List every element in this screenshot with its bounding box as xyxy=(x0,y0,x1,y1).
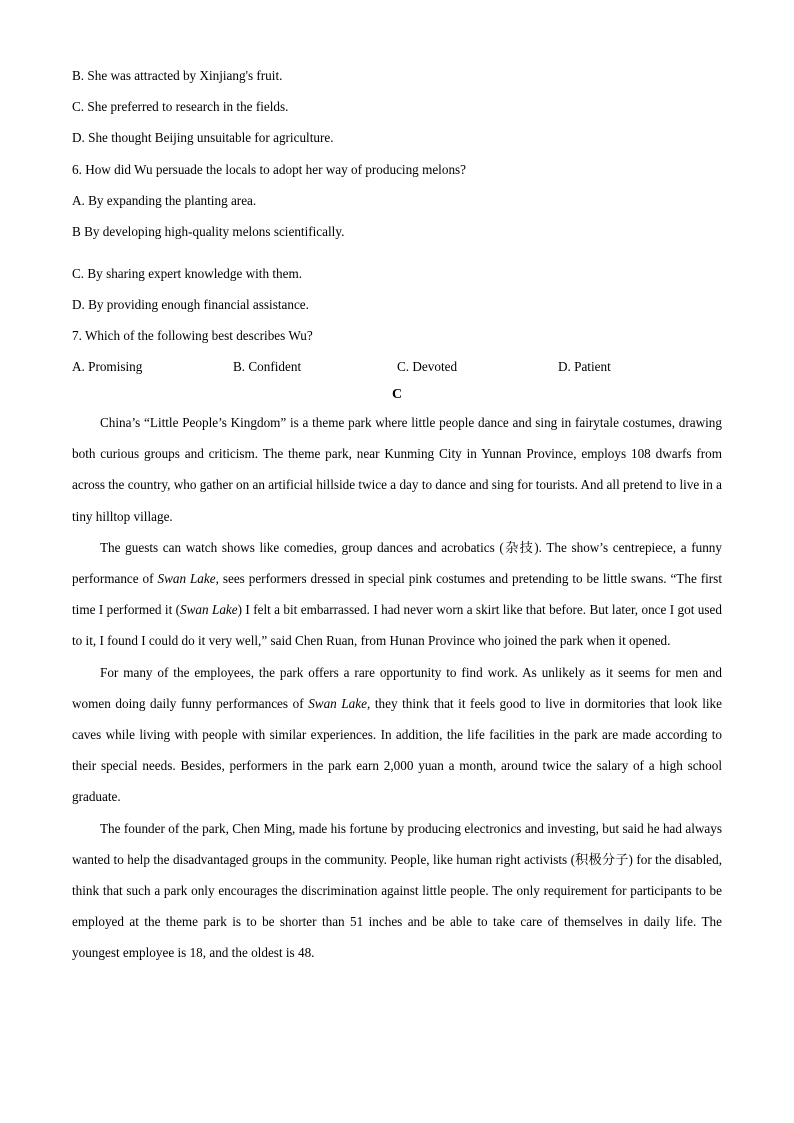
q6-option-d: D. By providing enough financial assistance. xyxy=(72,297,309,312)
q7-option-d: D. Patient xyxy=(558,359,611,374)
q6-question: 6. How did Wu persuade the locals to adopt her way of producing melons? xyxy=(72,162,467,177)
q7-option-a: A. Promising xyxy=(72,359,143,374)
title-swan-lake: Swan Lake xyxy=(180,602,238,618)
q7-option-b: B. Confident xyxy=(233,359,302,374)
passage-paragraph-3: For many of the employees, the park offers a rare opportunity to find work. As unlikely as it seems for men and women doing daily funny performances of Swan Lake, they think that it feels good to live in dormitories that look like caves while living with people with similar experiences. In addition, the life facilities in the park are made according to their special needs. Besides, performers in the park earn 2,000 yuan a month, around twice the salary of a high school graduate. xyxy=(72,664,722,805)
passage-paragraph-4: The founder of the park, Chen Ming, made his fortune by producing electronics and investing, but said he had always wanted to help the disadvantaged groups in the community. People, like human right activists (积极分子) for the disabled, think that such a park only encourages the discrimination against little people. The only requirement for participants to be employed at the theme park is to be shorter than 51 inches and be able to take care of themselves in daily life. The youngest employee is 18, and the oldest is 48. xyxy=(72,820,722,961)
q6-option-b: B By developing high-quality melons scientifically. xyxy=(72,224,345,239)
passage-paragraph-1: China’s “Little People’s Kingdom” is a theme park where little people dance and sing in fairytale costumes, drawing both curious groups and criticism. The theme park, near Kunming City in Yunnan Province, employs 108 dwarfs from across the country, who gather on an artificial hillside twice a day to dance and sing for tourists. And all pretend to live in a tiny hilltop village. xyxy=(72,415,722,524)
title-swan-lake: Swan Lake xyxy=(308,695,367,711)
q5-option-d: D. She thought Beijing unsuitable for agriculture. xyxy=(72,130,334,145)
passage-paragraph-2: The guests can watch shows like comedies, group dances and acrobatics (杂技). The show’s centrepiece, a funny performance of Swan Lake, sees performers dressed in special pink costumes and pretending to be little swans. “The first time I performed it (Swan Lake) I felt a bit embarrassed. I had never worn a skirt like that before. But later, once I got used to it, I found I could do it very well,” said Chen Ruan, from Hunan Province who joined the park when it opened. xyxy=(72,539,722,649)
section-c-passage xyxy=(72,407,722,969)
title-swan-lake: Swan Lake xyxy=(157,571,216,587)
q7-option-c: C. Devoted xyxy=(397,359,458,374)
q6-option-c: C. By sharing expert knowledge with them. xyxy=(72,266,303,281)
section-c-heading: C xyxy=(391,387,403,402)
q5-option-c: C. She preferred to research in the fields. xyxy=(72,99,289,114)
q7-options xyxy=(72,359,722,375)
q5-option-b: B. She was attracted by Xinjiang's fruit. xyxy=(72,68,283,83)
q7-question: 7. Which of the following best describes Wu? xyxy=(72,328,313,343)
q6-option-a: A. By expanding the planting area. xyxy=(72,193,257,208)
